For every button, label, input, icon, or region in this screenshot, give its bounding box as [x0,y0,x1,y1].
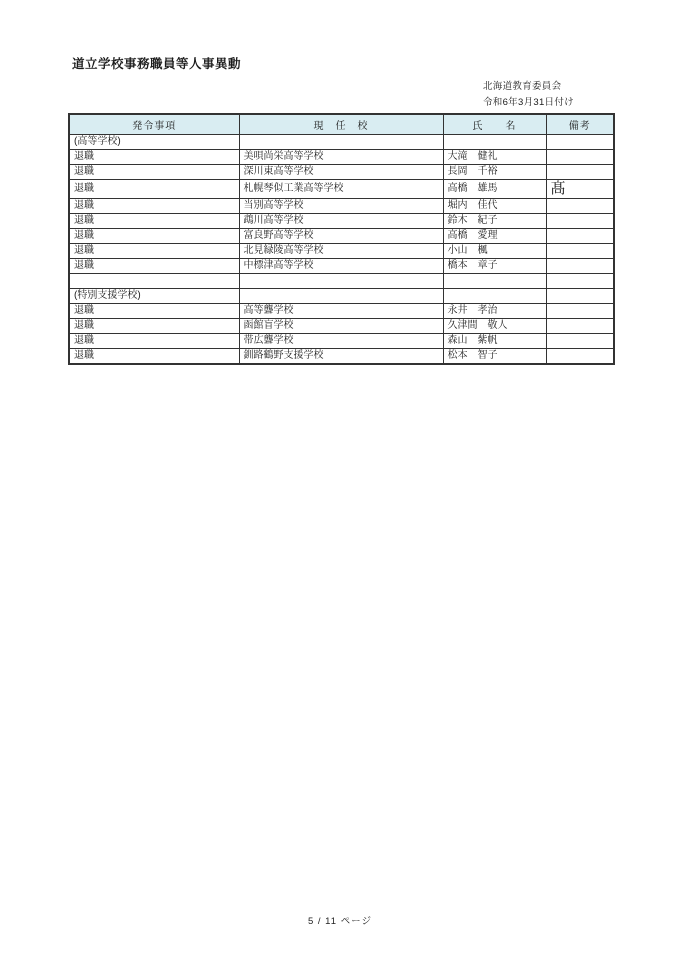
header-name: 氏 名 [443,114,546,135]
table-row [69,180,614,199]
cell-action: 退職 [69,229,239,244]
issuer-block [483,79,574,110]
header-current-school: 現 任 校 [239,114,443,135]
cell-current-school: 札幌琴似工業高等学校 [239,180,443,199]
cell-name: 久津間 敬人 [443,319,546,334]
cell-action: 退職 [69,259,239,274]
cell-note [546,304,614,319]
table-body [69,135,614,365]
cell-name: 橋本 章子 [443,259,546,274]
empty-row [69,274,614,289]
cell-note [546,244,614,259]
cell-note [546,334,614,349]
cell-note [546,349,614,365]
cell-note [546,274,614,289]
cell-name: 大滝 健礼 [443,150,546,165]
cell-current-school: 帯広聾学校 [239,334,443,349]
cell-current-school [239,289,443,304]
cell-note [546,289,614,304]
cell-current-school: 富良野高等学校 [239,229,443,244]
page-number: 5 / 11 ページ [307,916,372,927]
cell-current-school [239,135,443,150]
cell-current-school [239,274,443,289]
cell-current-school: 北見緑陵高等学校 [239,244,443,259]
cell-name: 長岡 千裕 [443,165,546,180]
effective-date: 令和6年3月31日付け [483,96,574,108]
cell-current-school: 高等聾学校 [239,304,443,319]
cell-action: 退職 [69,334,239,349]
table-row [69,229,614,244]
page-title: 道立学校事務職員等人事異動 [72,57,242,71]
section-row [69,289,614,304]
cell-current-school: 函館盲学校 [239,319,443,334]
cell-action: 退職 [69,199,239,214]
table-row [69,214,614,229]
cell-current-school: 深川東高等学校 [239,165,443,180]
table-row [69,165,614,180]
cell-action: 退職 [69,349,239,365]
cell-action: (特別支援学校) [69,289,239,304]
cell-name: 松本 智子 [443,349,546,365]
cell-note [546,135,614,150]
cell-name: 鈴木 紀子 [443,214,546,229]
cell-action: 退職 [69,319,239,334]
cell-action: 退職 [69,214,239,229]
cell-name [443,135,546,150]
table-row [69,150,614,165]
cell-current-school: 当別高等学校 [239,199,443,214]
cell-note [546,319,614,334]
issuer-name: 北海道教育委員会 [483,81,562,92]
table-row [69,304,614,319]
cell-current-school: 中標津高等学校 [239,259,443,274]
cell-action: 退職 [69,244,239,259]
cell-name: 高橋 雄馬 [443,180,546,199]
cell-note [546,229,614,244]
header-note: 備考 [546,114,614,135]
table-row [69,319,614,334]
cell-action: 退職 [69,304,239,319]
cell-name: 堀内 佳代 [443,199,546,214]
cell-current-school: 釧路鶴野支援学校 [239,349,443,365]
cell-note: 髙 [546,180,614,199]
cell-note [546,199,614,214]
table-row [69,349,614,365]
cell-note [546,165,614,180]
section-row [69,135,614,150]
table-row [69,334,614,349]
cell-name: 高橋 愛理 [443,229,546,244]
cell-note [546,259,614,274]
cell-action: (高等学校) [69,135,239,150]
cell-name [443,289,546,304]
table-row [69,199,614,214]
cell-name: 永井 孝治 [443,304,546,319]
cell-name: 小山 楓 [443,244,546,259]
table-header [69,114,614,135]
table-row [69,259,614,274]
cell-note [546,214,614,229]
cell-action: 退職 [69,180,239,199]
header-action: 発令事項 [69,114,239,135]
cell-action: 退職 [69,150,239,165]
table-row [69,244,614,259]
cell-current-school: 鵡川高等学校 [239,214,443,229]
cell-current-school: 美唄尚栄高等学校 [239,150,443,165]
header-row [69,114,614,135]
cell-action [69,274,239,289]
personnel-table [68,113,615,365]
cell-note [546,150,614,165]
cell-name [443,274,546,289]
cell-name: 森山 紫帆 [443,334,546,349]
cell-action: 退職 [69,165,239,180]
